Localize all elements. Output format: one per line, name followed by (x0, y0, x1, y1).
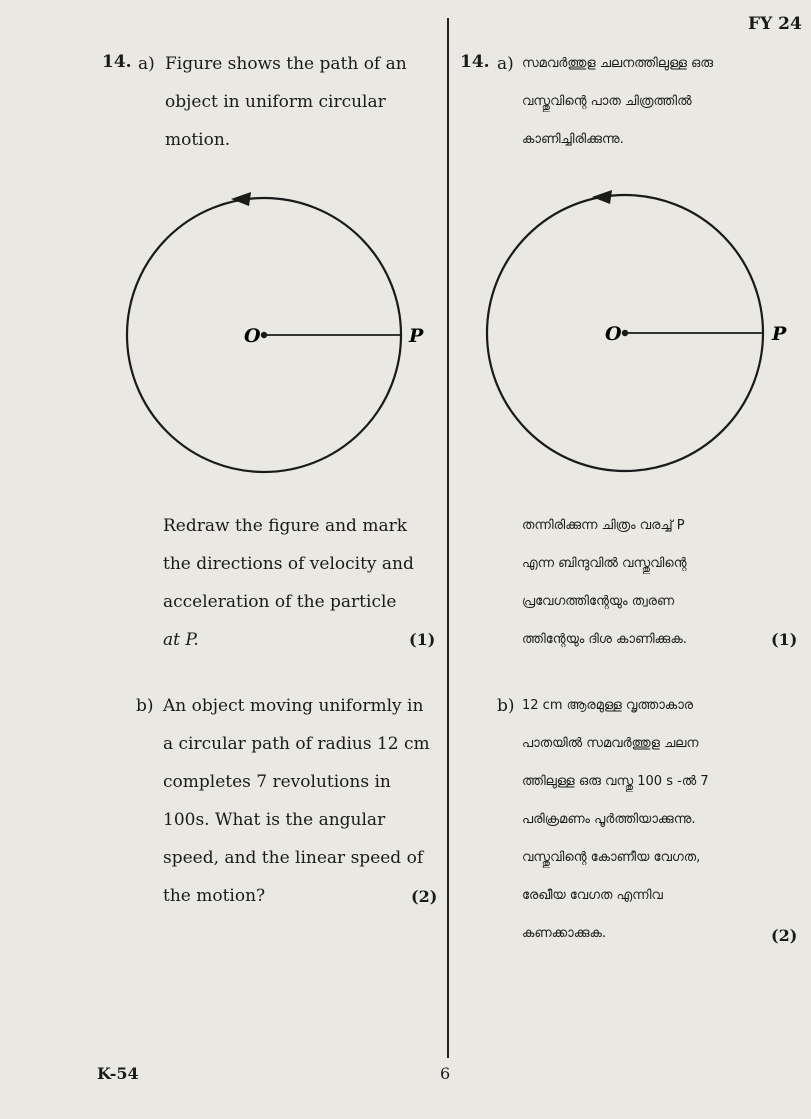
ml-part-b-text-2: പാതയിൽ സമവർത്തുള ചലന (522, 736, 699, 751)
ml-part-a-instruction-3: പ്രവേഗത്തിന്റേയും ത്വരണ (522, 594, 675, 609)
part-b-text-3: completes 7 revolutions in (163, 772, 391, 792)
ml-part-a-label: a) (497, 54, 514, 74)
question-number: 14. (102, 52, 132, 72)
part-b-text-6: the motion? (163, 886, 266, 906)
part-a-text-2: object in uniform circular (165, 92, 386, 112)
ml-center-label: O (605, 323, 622, 345)
part-b-label: b) (136, 696, 154, 716)
part-a-label: a) (138, 54, 155, 74)
ml-part-a-instruction-4: ത്തിന്റേയും ദിശ കാണിക്കുക. (522, 632, 687, 647)
ml-part-a-text-3: കാണിച്ചിരിക്കുന്നു. (522, 132, 624, 147)
part-a-instruction-3: acceleration of the particle (163, 592, 397, 612)
paper-code: FY 24 (748, 14, 802, 34)
ml-part-b-text-3: ത്തിലുള്ള ഒരു വസ്തു 100 s -ൽ 7 (522, 774, 709, 789)
ml-part-a-instruction-2: എന്ന ബിന്ദുവിൽ വസ്തുവിന്റെ (522, 556, 687, 571)
ml-part-b-label: b) (497, 696, 515, 716)
page-number: 6 (440, 1064, 451, 1083)
ml-part-b-text-4: പരിക്രമണം പൂർത്തിയാക്കുന്നു. (522, 812, 696, 827)
circular-path-figure (110, 180, 440, 480)
ml-direction-arrow-icon (592, 190, 612, 204)
ml-part-b-text-5: വസ്തുവിന്റെ കോണീയ വേഗത, (522, 850, 701, 865)
part-b-text-4: 100s. What is the angular (163, 810, 386, 830)
ml-circular-path-figure (470, 180, 800, 480)
ml-point-label: P (772, 323, 787, 345)
ml-part-a-marks: (1) (771, 630, 798, 649)
part-b-marks: (2) (411, 887, 438, 906)
direction-arrow-icon (231, 192, 251, 206)
center-dot (261, 332, 267, 338)
part-b-text-5: speed, and the linear speed of (163, 848, 424, 868)
part-b-text-1: An object moving uniformly in (163, 696, 424, 716)
column-divider (447, 18, 449, 1058)
ml-part-a-text-1: സമവർത്തുള ചലനത്തിലുള്ള ഒരു (522, 56, 714, 71)
part-a-text-1: Figure shows the path of an (165, 54, 407, 74)
part-a-instruction-4: at P. (163, 630, 199, 650)
ml-part-b-text-6: രേഖീയ വേഗത എന്നിവ (522, 888, 663, 903)
ml-part-b-text-1: 12 cm ആരമുള്ള വൃത്താകാര (522, 698, 694, 713)
ml-center-dot (622, 330, 628, 336)
part-a-marks: (1) (409, 630, 436, 649)
part-a-instruction-2: the directions of velocity and (163, 554, 414, 574)
center-label: O (244, 325, 261, 347)
ml-part-a-instruction-1: തന്നിരിക്കുന്ന ചിത്രം വരച്ച് P (522, 518, 685, 533)
ml-part-a-text-2: വസ്തുവിന്റെ പാത ചിത്രത്തിൽ (522, 94, 692, 109)
point-label: P (409, 325, 424, 347)
part-a-instruction-1: Redraw the figure and mark (163, 516, 408, 536)
part-b-text-2: a circular path of radius 12 cm (163, 734, 430, 754)
footer-code: K-54 (97, 1064, 139, 1083)
ml-part-b-marks: (2) (771, 926, 798, 945)
part-a-text-3: motion. (165, 130, 231, 150)
ml-question-number: 14. (460, 52, 490, 72)
ml-part-b-text-7: കണക്കാക്കുക. (522, 926, 607, 941)
